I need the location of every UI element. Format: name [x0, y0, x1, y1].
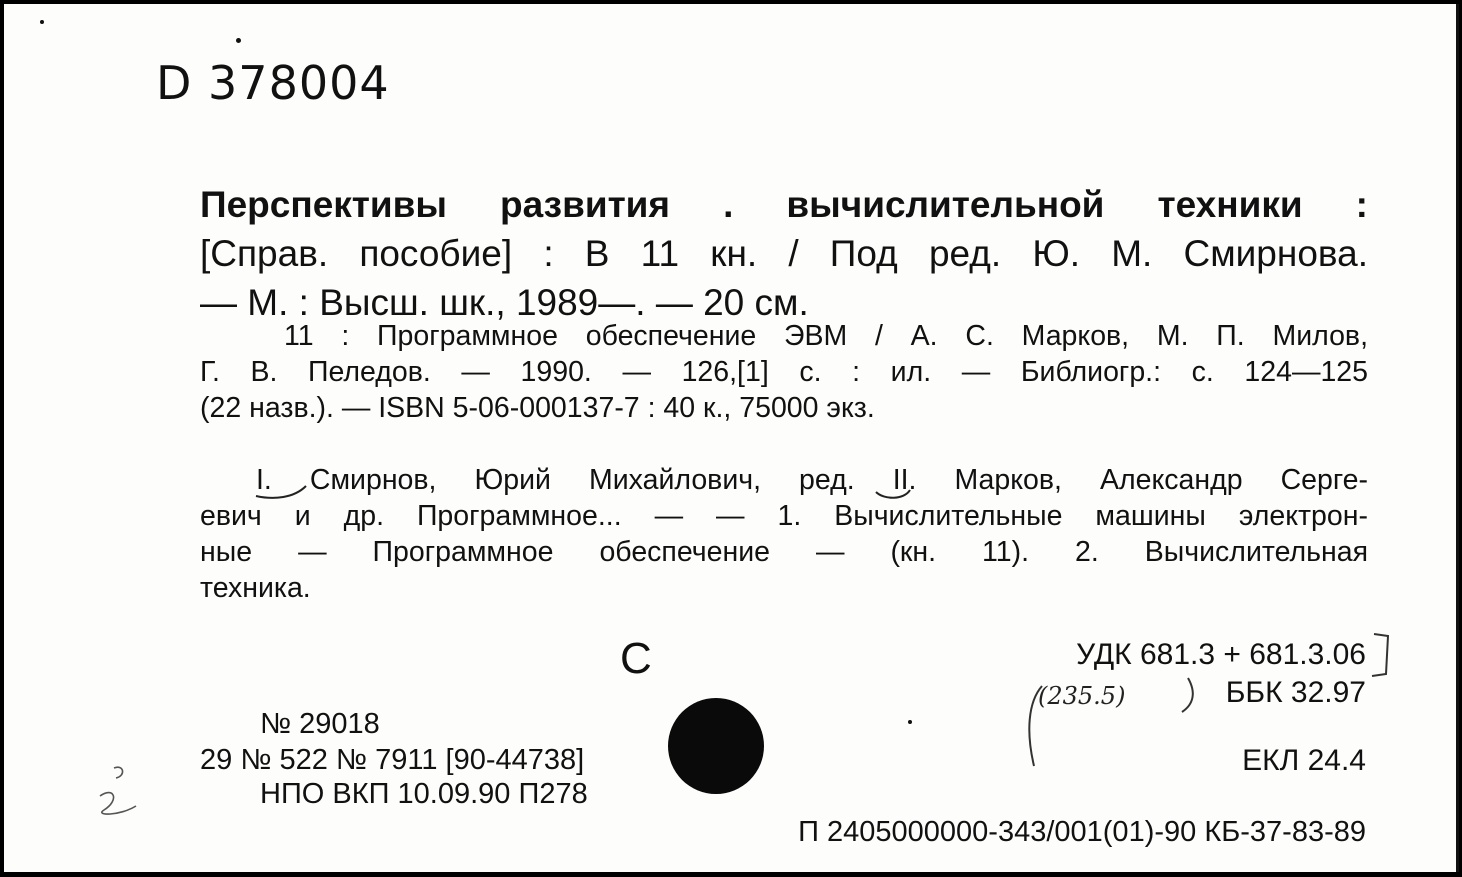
p-code: П 2405000000-343/001(01)-90 КБ-37-83-89 [798, 816, 1366, 848]
volume-description [200, 318, 1368, 426]
bbk-code: ББК 32.97 [1225, 676, 1366, 709]
main-entry [200, 180, 1368, 327]
edition-line: [Справ. пособие] : В 11 кн. / Под ред. Ю. М. Смирнова. [200, 233, 1368, 274]
c-letter: С [620, 634, 652, 683]
tracings-line-1: I. Смирнов, Юрий Михайлович, ред. II. Марков, Александр Серге- [256, 464, 1368, 496]
underline-mark [874, 482, 914, 502]
udk-code: УДК 681.3 + 681.3.06 [1076, 638, 1366, 671]
tracings [200, 462, 1368, 606]
imprint-line: — М. : Высш. шк., 1989—. — 20 см. [200, 282, 809, 323]
speck-mark [908, 720, 912, 724]
tracings-line-4: техника. [200, 572, 311, 604]
record-number-3: НПО ВКП 10.09.90 П278 [260, 778, 588, 810]
speck-mark [40, 20, 44, 24]
underline-mark [254, 482, 314, 502]
tracings-line-3: ные — Программное обеспечение — (кн. 11). 2. Вычислительная [200, 536, 1368, 568]
volume-line-3: (22 назв.). — ISBN 5-06-000137-7 : 40 к., 75000 экз. [200, 392, 875, 424]
title-line: Перспективы развития . вычислительной техники : [200, 184, 1368, 225]
record-number-2: 29 № 522 № 7911 [90-44738] [200, 744, 585, 776]
call-number: D 378004 [156, 56, 390, 110]
handwritten-bracket-right [1370, 630, 1394, 680]
volume-line-2: Г. В. Пеледов. — 1990. — 126,[1] с. : ил. — Библиогр.: с. 124—125 [200, 356, 1368, 388]
ekl-code: ЕКЛ 24.4 [1242, 744, 1366, 777]
handwritten-note: (235.5) [1038, 682, 1126, 710]
volume-line-1: 11 : Программное обеспечение ЭВМ / А. С. Марков, М. П. Милов, [284, 320, 1368, 352]
punch-hole [668, 698, 764, 794]
catalog-card [4, 4, 1459, 872]
record-number-1: № 29018 [260, 708, 380, 740]
handwritten-scribble [80, 760, 150, 830]
speck-mark [236, 38, 241, 43]
tracings-line-2: евич и др. Программное... — — 1. Вычислительные машины электрон- [200, 500, 1368, 532]
